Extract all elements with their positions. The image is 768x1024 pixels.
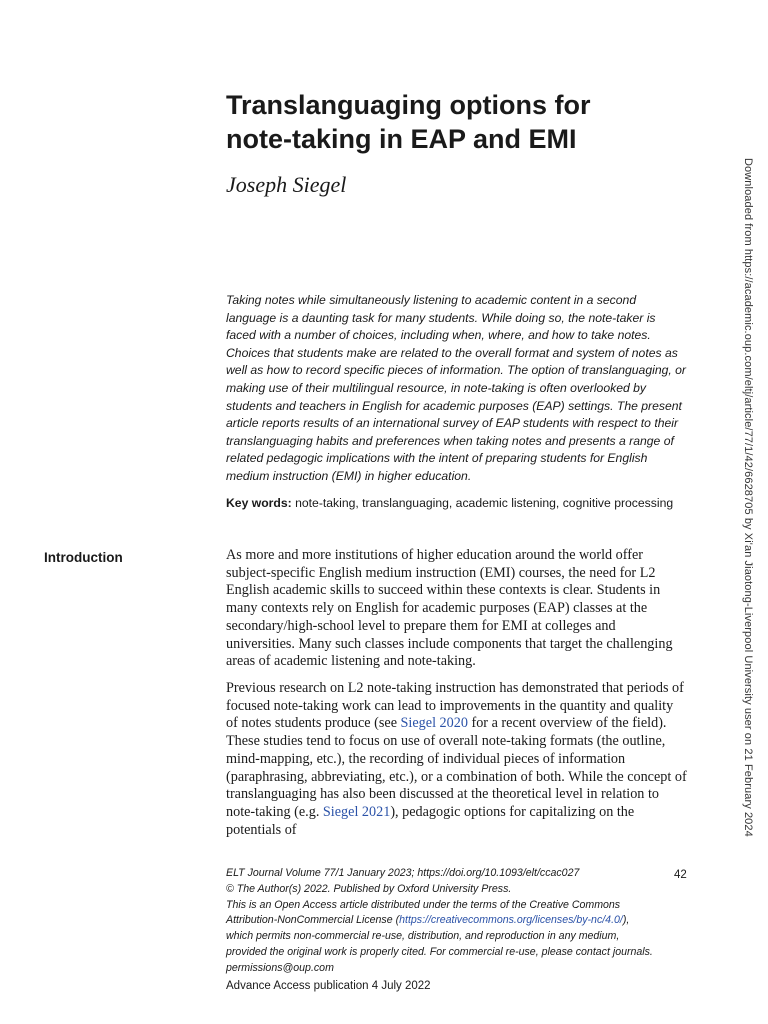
- author-name: Joseph Siegel: [226, 172, 347, 197]
- abstract: Taking notes while simultaneously listening to academic content in a second language is a daunting task for many students. While doing so, the note-taker is faced with a number of choices, including when, where, and how to take notes. Choices that students make are related to the overall format and system of notes as well as how to record specific pieces of information. The option of translanguaging, or making use of their multilingual resource, in note-taking is often overlooked by students and teachers in English for academic purposes (EAP) settings. The present article reports results of an international survey of EAP students with respect to their translanguaging habits and preferences when taking notes and presents a range of related pedagogic implications with the intent of preparing students for English medium instruction (EMI) in higher education.: [226, 293, 686, 483]
- keywords-label: Key words:: [226, 496, 292, 510]
- body-paragraph-2-text-b: for a recent overview of the field). These studies tend to focus on use of overall note-taking formats (the outline, mind-mapping, etc.), the recording of individual pieces of information (paraphrasing, abbreviating, etc.), or a combination of both. While the concept of translanguaging has also been discussed at the theoretical level in relation to note-taking (e.g.: [226, 715, 687, 820]
- keywords-list: note-taking, translanguaging, academic listening, cognitive processing: [295, 496, 674, 510]
- body-paragraph-1: As more and more institutions of higher education around the world offer subject-specific English medium instruction (EMI) courses, the need for L2 English academic skills to succeed within these contexts is clear. Students in many contexts rely on English for academic purposes (EAP) classes at the secondary/high-school level to prepare them for EMI at colleges and universities. Many such classes include components that target the challenging areas of academic listening and note-taking.: [226, 547, 673, 670]
- citation-link-siegel-2021[interactable]: Siegel 2021: [322, 803, 391, 820]
- section-heading-introduction: Introduction: [44, 550, 123, 565]
- license-link[interactable]: https://creativecommons.org/licenses/by-nc/4.0/: [399, 914, 623, 927]
- page-number: 42: [674, 869, 687, 881]
- body-paragraph-2-text-c: ), pedagogic options for capitalizing on the potentials of: [226, 803, 635, 838]
- footer-journal-info: ELT Journal Volume 77/1 January 2023; https://doi.org/10.1093/elt/ccac027: [226, 867, 580, 879]
- article-title: [226, 88, 686, 156]
- footer-license-line-2-text-a: Attribution-NonCommercial License (: [226, 914, 400, 927]
- footer-license-line-3: which permits non-commercial re-use, distribution, and reproduction in any medium,: [226, 930, 620, 943]
- footer-license-line-5: permissions@oup.com: [226, 961, 334, 974]
- advance-access-note: Advance Access publication 4 July 2022: [226, 980, 431, 992]
- footer-license-line-2-text-b: ),: [622, 914, 630, 927]
- footer-copyright: © The Author(s) 2022. Published by Oxford University Press.: [226, 882, 512, 895]
- footer-license-line-2: [226, 913, 688, 929]
- citation-link-siegel-2020[interactable]: Siegel 2020: [400, 715, 468, 732]
- footer-citation-block: [226, 866, 688, 977]
- body-paragraph-2-text-a: Previous research on L2 note-taking instruction has demonstrated that periods of focused note-taking work can lead to improvements in the quantity and quality of notes students produce (see: [226, 680, 684, 732]
- body-paragraph-2: [226, 680, 688, 839]
- article-title-line-2: note-taking in EAP and EMI: [226, 124, 577, 154]
- download-notice-sidebar: Downloaded from https://academic.oup.com/eltj/article/77/1/42/6628705 by Xi'an Jiaotong-Liverpool University user on 21 February 2024: [742, 158, 754, 837]
- footer-license-line-1: This is an Open Access article distributed under the terms of the Creative Commons: [226, 898, 621, 911]
- article-title-line-1: Translanguaging options for: [226, 90, 591, 120]
- footer-license-line-4: provided the original work is properly cited. For commercial re-use, please contact journals.: [226, 945, 653, 958]
- keywords: [226, 495, 688, 513]
